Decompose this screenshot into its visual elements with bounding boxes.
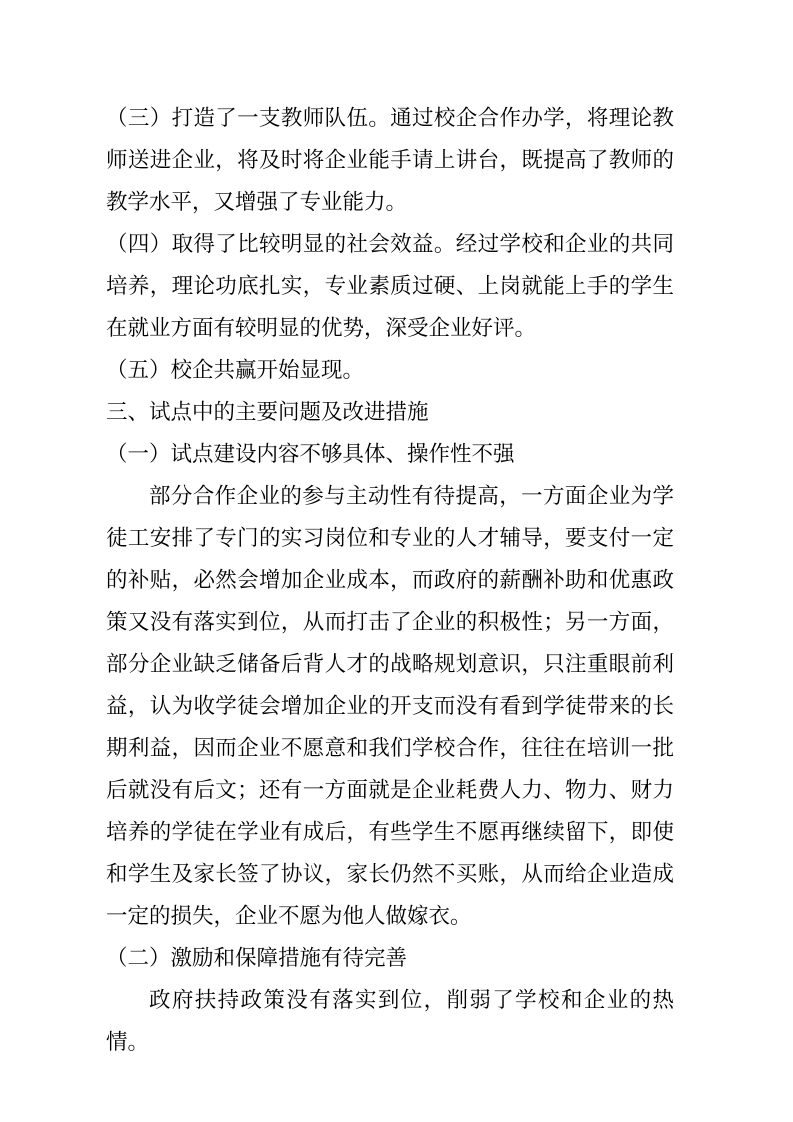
paragraph-body: （三）打造了一支教师队伍。通过校企合作办学，将理论教师送进企业，将及时将企业能手请上讲台，既提高了教师的教学水平，又增强了专业能力。 [106,106,674,214]
paragraph-body: 政府扶持政策没有落实到位，削弱了学校和企业的热情。 [106,988,674,1054]
document-body [106,97,674,1063]
paragraph-section-heading: 三、试点中的主要问题及改进措施 [106,400,429,424]
paragraph-sub-heading: （二）激励和保障措施有待完善 [106,946,408,970]
paragraph-body: （五）校企共赢开始显现。 [106,358,365,382]
paragraph-body: （四）取得了比较明显的社会效益。经过学校和企业的共同培养，理论功底扎实，专业素质过硬、上岗就能上手的学生在就业方面有较明显的优势，深受企业好评。 [106,232,674,340]
paragraph-body: 部分合作企业的参与主动性有待提高，一方面企业为学徒工安排了专门的实习岗位和专业的人才辅导，要支付一定的补贴，必然会增加企业成本，而政府的薪酬补助和优惠政策又没有落实到位，从而打击了企业的积极性；另一方面，部分企业缺乏储备后背人才的战略规划意识，只注重眼前利益，认为收学徒会增加企业的开支而没有看到学徒带来的长期利益，因而企业不愿意和我们学校合作，往往在培训一批后就没有后文；还有一方面就是企业耗费人力、物力、财力培养的学徒在学业有成后，有些学生不愿再继续留下，即使和学生及家长签了协议，家长仍然不买账，从而给企业造成一定的损失，企业不愿为他人做嫁衣。 [106,484,674,928]
paragraph-sub-heading: （一）试点建设内容不够具体、操作性不强 [106,442,515,466]
